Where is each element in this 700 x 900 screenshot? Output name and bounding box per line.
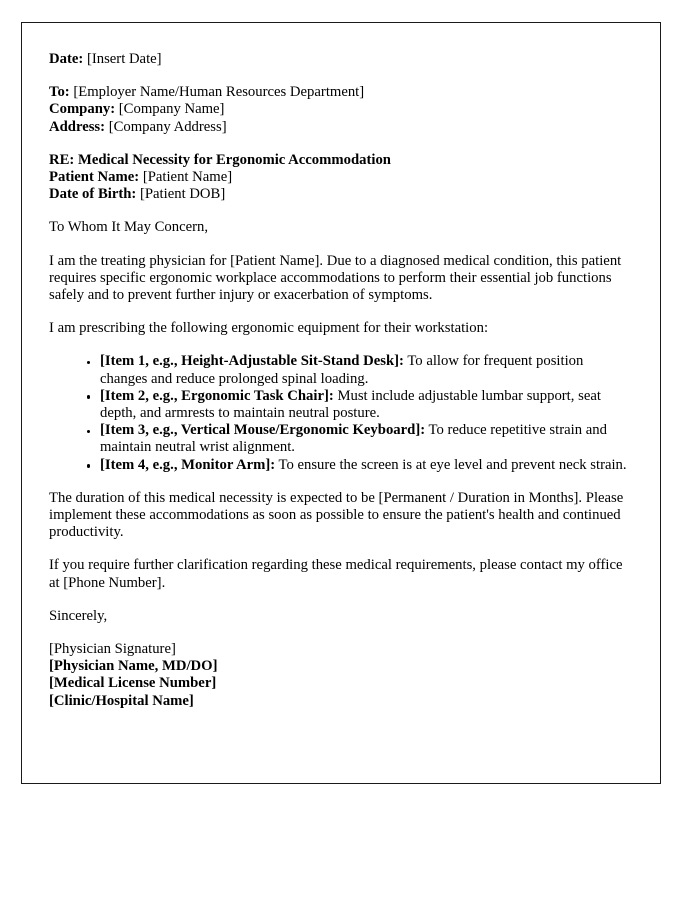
date-of-birth-line	[49, 186, 633, 203]
date-value: [Insert Date]	[86, 51, 162, 67]
patient-name-value: [Patient Name]	[142, 169, 233, 186]
patient-name-label: Patient Name:	[49, 169, 140, 186]
equipment-list	[49, 353, 633, 473]
company-line	[49, 101, 633, 118]
address-value: [Company Address]	[108, 118, 227, 135]
date-of-birth-label: Date of Birth:	[49, 186, 137, 203]
to-value: [Employer Name/Human Resources Department]	[73, 84, 365, 101]
physician-name: [Physician Name, MD/DO]	[49, 658, 218, 675]
address-label: Address:	[49, 118, 106, 135]
company-value: [Company Name]	[118, 101, 225, 118]
recipient-block	[49, 84, 633, 136]
duration-paragraph: The duration of this medical necessity is expected to be [Permanent / Duration in Months]. Please implement these accommodations as soon as possible to ensure the patient's health and continued productivity.	[49, 489, 624, 541]
equipment-item-description: To reduce repetitive strain and maintain neutral wrist alignment.	[100, 422, 607, 456]
date-line	[49, 51, 633, 68]
clinic-name: [Clinic/Hospital Name]	[49, 692, 194, 709]
equipment-item-name: [Item 2, e.g., Ergonomic Task Chair]:	[100, 387, 334, 404]
list-lead-in-paragraph: I am prescribing the following ergonomic equipment for their workstation:	[49, 320, 489, 337]
equipment-item-description: Must include adjustable lumbar support, seat depth, and armrests to maintain neutral posture.	[100, 387, 601, 422]
medical-license-number: [Medical License Number]	[49, 675, 217, 692]
to-label: To:	[49, 84, 70, 101]
sign-off: Sincerely,	[49, 607, 108, 624]
equipment-item-name: [Item 3, e.g., Vertical Mouse/Ergonomic Keyboard]:	[100, 422, 426, 439]
date-of-birth-value: [Patient DOB]	[139, 186, 226, 203]
letter-document-page	[21, 22, 661, 784]
re-line: RE: Medical Necessity for Ergonomic Accommodation	[49, 151, 391, 168]
salutation: To Whom It May Concern,	[49, 219, 209, 236]
subject-block	[49, 152, 633, 204]
signature-placeholder: [Physician Signature]	[49, 641, 176, 658]
list-item	[87, 457, 633, 474]
date-block	[49, 51, 633, 68]
list-item	[87, 422, 633, 456]
equipment-item-name: [Item 1, e.g., Height-Adjustable Sit-Stand Desk]:	[100, 353, 404, 370]
intro-paragraph: I am the treating physician for [Patient Name]. Due to a diagnosed medical condition, this patient requires specific ergonomic workplace accommodations to perform their essential job functions safely and to prevent further injury or exacerbation of symptoms.	[49, 252, 622, 304]
equipment-item-description: To ensure the screen is at eye level and prevent neck strain.	[275, 456, 627, 473]
contact-paragraph: If you require further clarification regarding these medical requirements, please contact my office at [Phone Number].	[49, 557, 623, 591]
signature-block	[49, 641, 633, 710]
patient-name-line	[49, 169, 633, 186]
date-label: Date:	[49, 51, 84, 67]
letter-content	[22, 23, 660, 710]
list-item	[87, 388, 633, 422]
to-line	[49, 84, 633, 101]
company-label: Company:	[49, 101, 116, 118]
equipment-item-name: [Item 4, e.g., Monitor Arm]:	[100, 456, 276, 473]
equipment-item-description: To allow for frequent position changes and reduce prolonged spinal loading.	[100, 353, 584, 387]
address-line	[49, 119, 633, 136]
list-item	[87, 353, 633, 387]
